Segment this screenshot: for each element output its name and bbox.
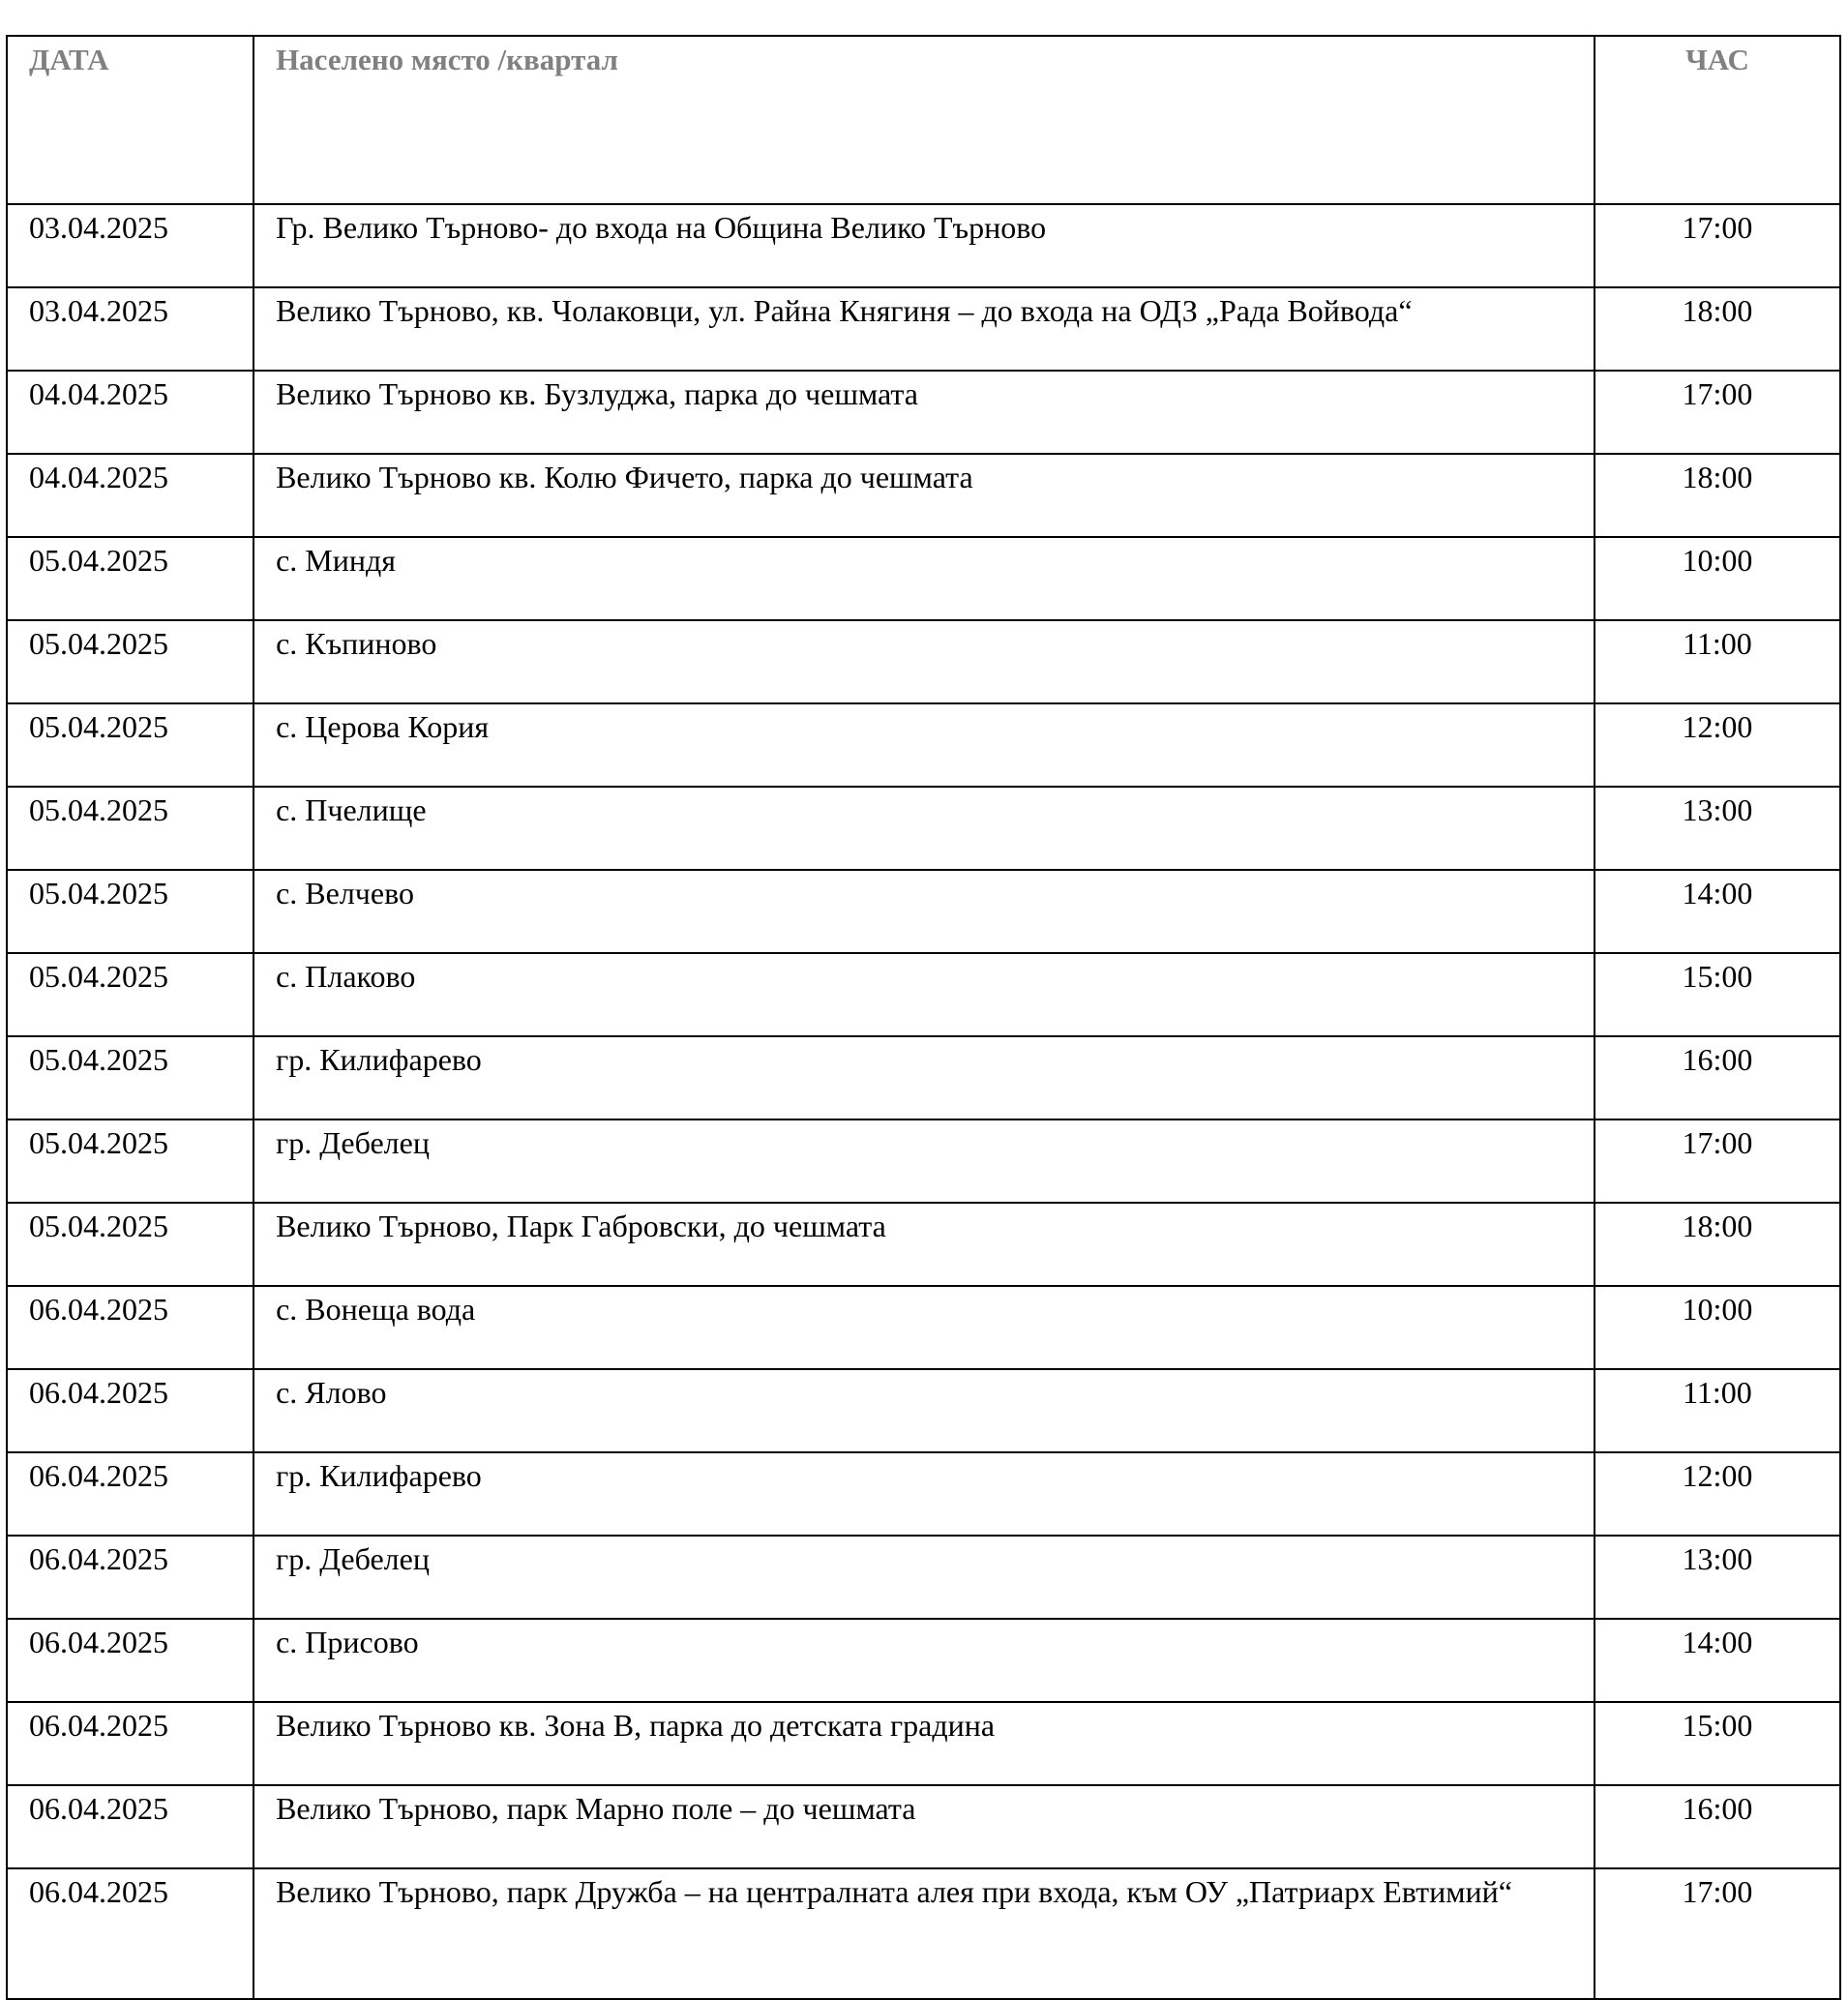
row-place: гр. Дебелец [253,1536,1595,1619]
row-date: 05.04.2025 [7,1203,253,1286]
row-date: 05.04.2025 [7,953,253,1036]
row-time: 15:00 [1595,953,1840,1036]
row-place: с. Плаково [253,953,1595,1036]
row-date: 03.04.2025 [7,204,253,287]
table-row [7,620,1840,703]
row-date: 06.04.2025 [7,1702,253,1785]
row-place: с. Ялово [253,1369,1595,1452]
table-row [7,537,1840,620]
row-place: с. Церова Кория [253,703,1595,787]
schedule-table-body [7,36,1840,1999]
table-row [7,371,1840,454]
row-time: 13:00 [1595,1536,1840,1619]
row-place: Велико Търново кв. Зона В, парка до детската градина [253,1702,1595,1785]
row-place: Велико Търново, парк Марно поле – до чешмата [253,1785,1595,1868]
row-date: 06.04.2025 [7,1785,253,1868]
row-place: с. Пчелище [253,787,1595,870]
table-header-row [7,36,1840,204]
row-place: гр. Килифарево [253,1036,1595,1119]
table-row [7,870,1840,953]
row-time: 16:00 [1595,1785,1840,1868]
table-row [7,287,1840,371]
row-date: 06.04.2025 [7,1619,253,1702]
table-row [7,454,1840,537]
row-place: Велико Търново кв. Бузлуджа, парка до чешмата [253,371,1595,454]
table-row [7,1452,1840,1536]
row-time: 18:00 [1595,1203,1840,1286]
row-place: Велико Търново, парк Дружба – на централната алея при входа, към ОУ „Патриарх Евтимий“ [253,1868,1595,1999]
row-place: гр. Килифарево [253,1452,1595,1536]
row-time: 14:00 [1595,870,1840,953]
row-time: 16:00 [1595,1036,1840,1119]
header-time: ЧАС [1595,36,1840,204]
table-row [7,1536,1840,1619]
row-date: 04.04.2025 [7,371,253,454]
row-date: 05.04.2025 [7,1119,253,1203]
schedule-table [6,35,1841,2000]
row-time: 10:00 [1595,1286,1840,1369]
row-place: Велико Търново, Парк Габровски, до чешмата [253,1203,1595,1286]
header-place: Населено място /квартал [253,36,1595,204]
row-time: 12:00 [1595,1452,1840,1536]
row-time: 17:00 [1595,1119,1840,1203]
row-place: Гр. Велико Търново- до входа на Община Велико Търново [253,204,1595,287]
table-row [7,1619,1840,1702]
table-row [7,1036,1840,1119]
row-date: 06.04.2025 [7,1452,253,1536]
table-row [7,1286,1840,1369]
table-row [7,703,1840,787]
row-place: гр. Дебелец [253,1119,1595,1203]
row-date: 05.04.2025 [7,620,253,703]
row-time: 15:00 [1595,1702,1840,1785]
row-time: 18:00 [1595,454,1840,537]
row-place: с. Миндя [253,537,1595,620]
table-row [7,1119,1840,1203]
row-time: 11:00 [1595,1369,1840,1452]
row-date: 05.04.2025 [7,537,253,620]
row-place: Велико Търново, кв. Чолаковци, ул. Райна Княгиня – до входа на ОДЗ „Рада Войвода“ [253,287,1595,371]
row-place: с. Вонеща вода [253,1286,1595,1369]
row-date: 05.04.2025 [7,787,253,870]
row-date: 06.04.2025 [7,1369,253,1452]
row-place: с. Присово [253,1619,1595,1702]
row-date: 06.04.2025 [7,1536,253,1619]
table-row [7,1868,1840,1999]
row-time: 10:00 [1595,537,1840,620]
row-date: 05.04.2025 [7,1036,253,1119]
row-time: 14:00 [1595,1619,1840,1702]
table-row [7,204,1840,287]
row-date: 05.04.2025 [7,703,253,787]
table-row [7,1369,1840,1452]
row-date: 06.04.2025 [7,1868,253,1999]
row-place: с. Велчево [253,870,1595,953]
row-date: 05.04.2025 [7,870,253,953]
header-date: ДАТА [7,36,253,204]
row-time: 13:00 [1595,787,1840,870]
row-time: 12:00 [1595,703,1840,787]
table-row [7,1785,1840,1868]
row-place: с. Къпиново [253,620,1595,703]
row-date: 04.04.2025 [7,454,253,537]
row-time: 18:00 [1595,287,1840,371]
row-time: 11:00 [1595,620,1840,703]
row-place: Велико Търново кв. Колю Фичето, парка до чешмата [253,454,1595,537]
table-row [7,787,1840,870]
table-row [7,953,1840,1036]
table-row [7,1702,1840,1785]
row-time: 17:00 [1595,371,1840,454]
table-row [7,1203,1840,1286]
row-time: 17:00 [1595,1868,1840,1999]
row-date: 06.04.2025 [7,1286,253,1369]
row-time: 17:00 [1595,204,1840,287]
row-date: 03.04.2025 [7,287,253,371]
